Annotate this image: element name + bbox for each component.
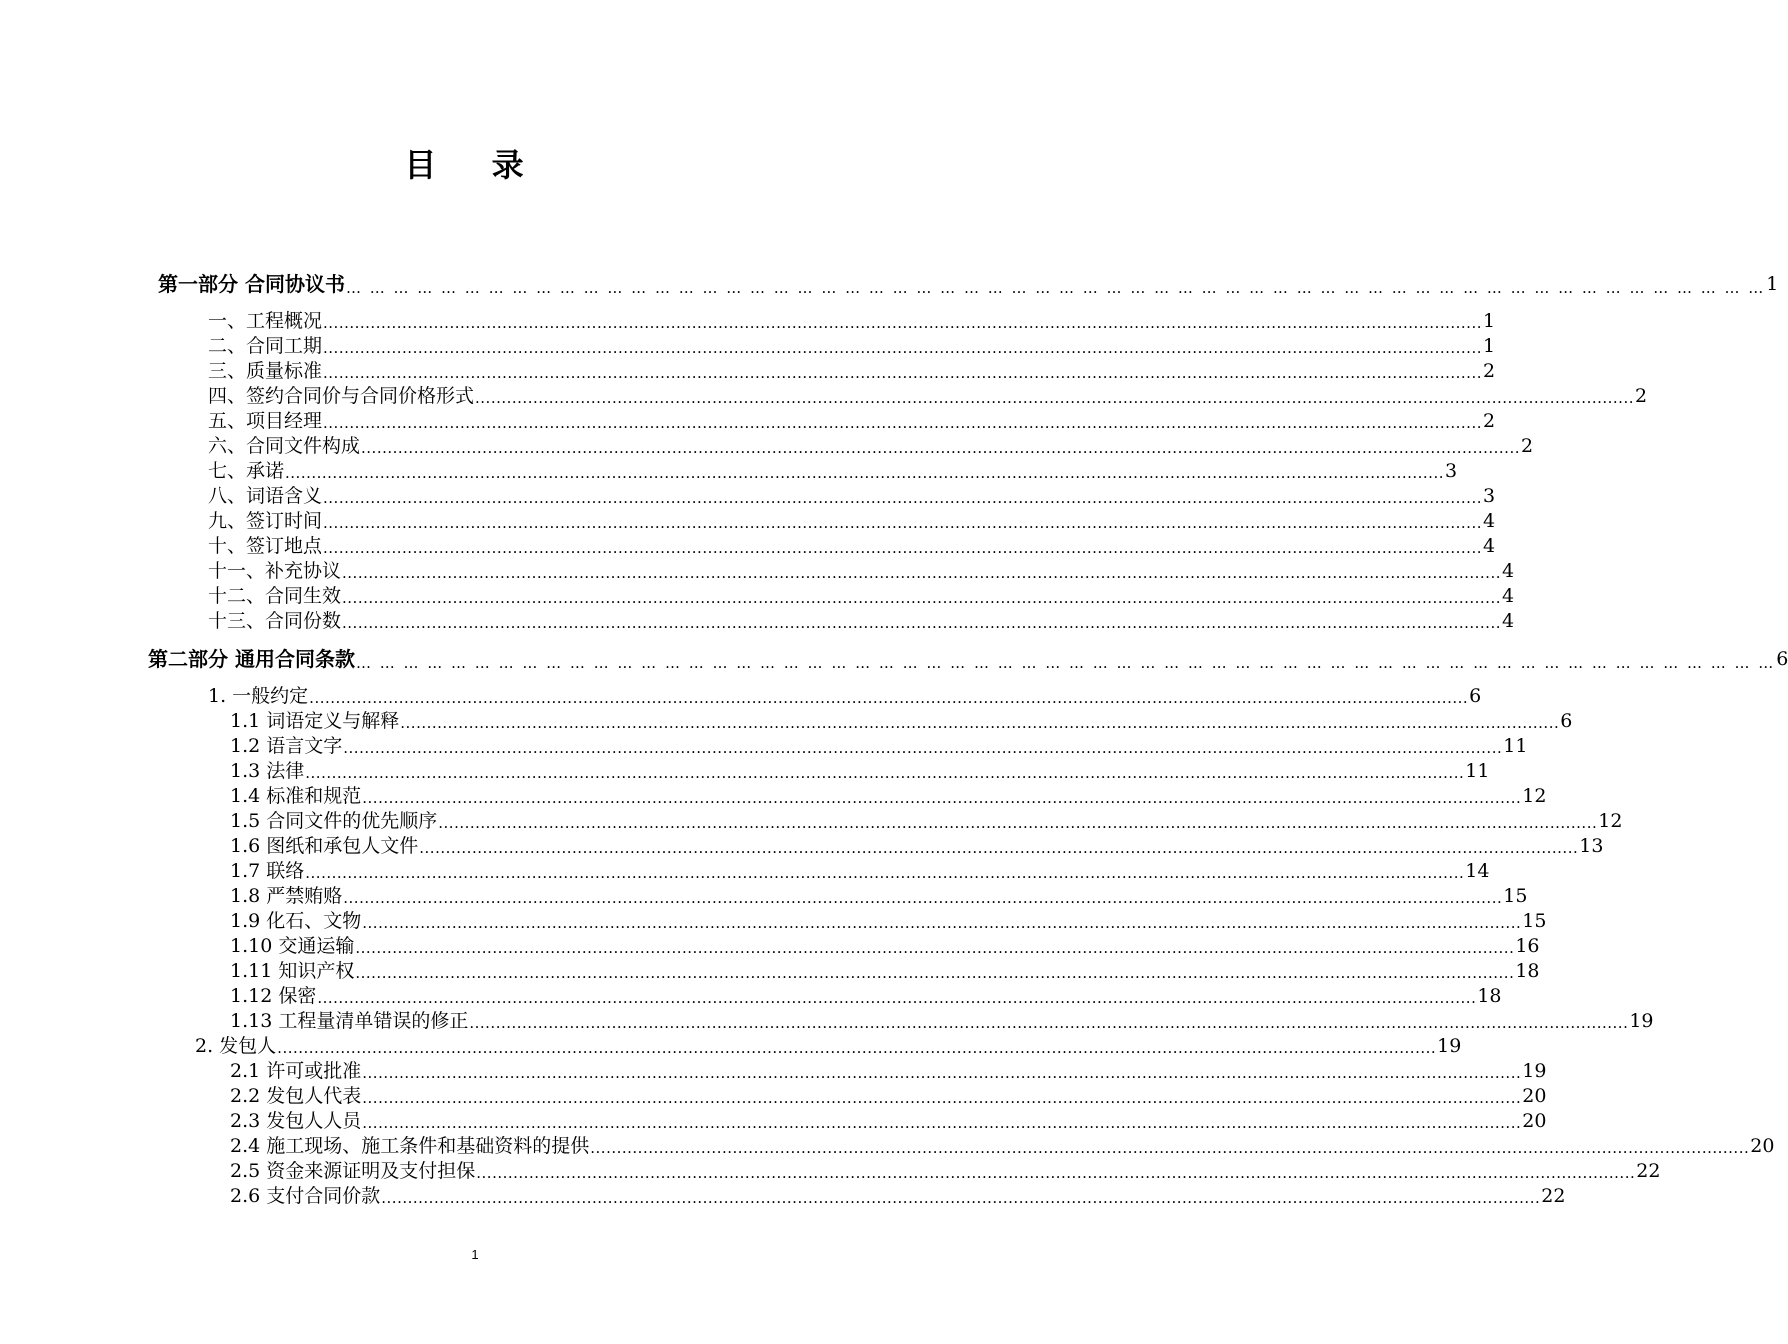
toc-leader-dots: ............................................................................................................................................................................................................................	[323, 364, 1482, 382]
toc-leader-dots: ............................................................................................................................................................................................................................	[475, 389, 1634, 407]
toc-leader-dots: ............................................................................................................................................................................................................................	[362, 1089, 1522, 1107]
toc-entry-page: 12	[1522, 785, 1547, 807]
toc-entry-page: 2	[1521, 435, 1534, 457]
toc-entry-label: 九、签订时间	[208, 510, 323, 532]
toc-entry-page: 20	[1750, 1135, 1775, 1157]
toc-entry-label: 1. 一般约定	[208, 685, 309, 707]
toc-entry[interactable]	[208, 359, 1496, 383]
toc-entry-label: 八、词语含义	[208, 485, 323, 507]
toc-entry-label: 1.5 合同文件的优先顺序	[230, 810, 438, 832]
toc-entry-page: 19	[1629, 1010, 1654, 1032]
toc-leader-dots: ............................................................................................................................................................................................................................	[323, 539, 1482, 557]
toc-entry[interactable]	[230, 984, 1502, 1008]
toc-entry-page: 18	[1515, 960, 1540, 982]
page-number: 1	[471, 1247, 479, 1262]
toc-leader-dots: … … … … … … … … … … … … … … … … … … … … … … … … … … … … … … … … … … … … … … … … … … … … … … … … … … … … … … … … … … … …	[345, 279, 1766, 297]
toc-leader-dots: ............................................................................................................................................................................................................................	[590, 1139, 1750, 1157]
toc-entry-page: 15	[1503, 885, 1528, 907]
toc-entry-label: 一、工程概况	[208, 310, 323, 332]
toc-entry[interactable]	[208, 684, 1482, 708]
toc-entry-page: 1	[1483, 335, 1496, 357]
toc-entry-page: 4	[1502, 560, 1515, 582]
toc-entry-page: 4	[1483, 510, 1496, 532]
toc-entry-page: 1	[1766, 273, 1779, 295]
toc-leader-dots: ............................................................................................................................................................................................................................	[381, 1189, 1541, 1207]
toc-entry[interactable]	[230, 809, 1623, 833]
toc-leader-dots: ............................................................................................................................................................................................................................	[362, 789, 1522, 807]
toc-entry[interactable]	[230, 884, 1528, 908]
toc-leader-dots: ............................................................................................................................................................................................................................	[362, 1114, 1522, 1132]
toc-entry-label: 1.10 交通运输	[230, 935, 355, 957]
toc-leader-dots: ............................................................................................................................................................................................................................	[342, 564, 1501, 582]
toc-leader-dots: … … … … … … … … … … … … … … … … … … … … … … … … … … … … … … … … … … … … … … … … … … … … … … … … … … … … … … … … … … … …	[355, 654, 1776, 672]
toc-entry-page: 19	[1522, 1060, 1547, 1082]
toc-entry[interactable]	[230, 709, 1573, 733]
toc-entry-label: 1.13 工程量清单错误的修正	[230, 1010, 469, 1032]
toc-entry[interactable]	[230, 1109, 1547, 1133]
toc-entry-label: 1.6 图纸和承包人文件	[230, 835, 419, 857]
toc-entry-page: 4	[1502, 610, 1515, 632]
page-title: 目 录	[404, 146, 546, 184]
toc-entry-page: 11	[1465, 760, 1490, 782]
toc-entry-label: 2.6 支付合同价款	[230, 1185, 381, 1207]
toc-entry-label: 1.12 保密	[230, 985, 317, 1007]
toc-entry-label: 1.8 严禁贿赂	[230, 885, 343, 907]
toc-entry-page: 2	[1635, 385, 1648, 407]
toc-entry-page: 6	[1560, 710, 1573, 732]
toc-leader-dots: ............................................................................................................................................................................................................................	[342, 614, 1501, 632]
toc-entry[interactable]	[208, 609, 1515, 633]
toc-entry[interactable]	[230, 1059, 1547, 1083]
toc-entry[interactable]	[230, 959, 1540, 983]
toc-entry-page: 1	[1483, 310, 1496, 332]
toc-entry-page: 20	[1522, 1085, 1547, 1107]
toc-entry-page: 18	[1477, 985, 1502, 1007]
toc-entry[interactable]	[230, 909, 1547, 933]
toc-entry-page: 11	[1503, 735, 1528, 757]
toc-leader-dots: ............................................................................................................................................................................................................................	[476, 1164, 1636, 1182]
toc-leader-dots: ............................................................................................................................................................................................................................	[343, 739, 1503, 757]
toc-entry[interactable]	[208, 434, 1534, 458]
toc-entry-label: 2. 发包人	[195, 1035, 277, 1057]
toc-leader-dots: ............................................................................................................................................................................................................................	[362, 1064, 1522, 1082]
toc-entry-page: 6	[1469, 685, 1482, 707]
toc-entry-page: 12	[1598, 810, 1623, 832]
toc-entry[interactable]	[208, 584, 1515, 608]
toc-entry[interactable]	[195, 1034, 1462, 1058]
toc-leader-dots: ............................................................................................................................................................................................................................	[323, 414, 1482, 432]
toc-entry-label: 1.4 标准和规范	[230, 785, 362, 807]
toc-entry-label: 十一、补充协议	[208, 560, 342, 582]
toc-entry-label: 十三、合同份数	[208, 610, 342, 632]
toc-leader-dots: ............................................................................................................................................................................................................................	[438, 814, 1598, 832]
toc-leader-dots: ............................................................................................................................................................................................................................	[305, 764, 1465, 782]
toc-leader-dots: ............................................................................................................................................................................................................................	[361, 439, 1520, 457]
toc-entry[interactable]	[230, 1159, 1661, 1183]
toc-entry-label: 1.9 化石、文物	[230, 910, 362, 932]
toc-leader-dots: ............................................................................................................................................................................................................................	[362, 914, 1522, 932]
toc-entry-page: 19	[1437, 1035, 1462, 1057]
toc-entry-label: 2.1 许可或批准	[230, 1060, 362, 1082]
toc-entry[interactable]	[208, 384, 1648, 408]
toc-entry-page: 16	[1515, 935, 1540, 957]
toc-entry-label: 1.11 知识产权	[230, 960, 355, 982]
toc-entry-label: 十、签订地点	[208, 535, 323, 557]
toc-entry-label: 1.7 联络	[230, 860, 305, 882]
toc-leader-dots: ............................................................................................................................................................................................................................	[342, 589, 1501, 607]
toc-leader-dots: ............................................................................................................................................................................................................................	[323, 339, 1482, 357]
toc-entry[interactable]	[208, 334, 1496, 358]
toc-entry-page: 13	[1579, 835, 1604, 857]
toc-leader-dots: ............................................................................................................................................................................................................................	[355, 964, 1515, 982]
toc-entry[interactable]	[208, 484, 1496, 508]
toc-leader-dots: ............................................................................................................................................................................................................................	[285, 464, 1444, 482]
toc-entry-label: 2.4 施工现场、施工条件和基础资料的提供	[230, 1135, 590, 1157]
toc-leader-dots: ............................................................................................................................................................................................................................	[343, 889, 1503, 907]
toc-entry[interactable]	[230, 1134, 1775, 1158]
toc-entry-page: 2	[1483, 410, 1496, 432]
toc-entry[interactable]	[208, 309, 1496, 333]
toc-entry-page: 3	[1483, 485, 1496, 507]
toc-leader-dots: ............................................................................................................................................................................................................................	[317, 989, 1477, 1007]
toc-part-entry[interactable]	[158, 270, 1779, 298]
toc-entry-page: 22	[1636, 1160, 1661, 1182]
toc-entry-page: 3	[1445, 460, 1458, 482]
toc-entry-page: 20	[1522, 1110, 1547, 1132]
toc-entry-label: 1.3 法律	[230, 760, 305, 782]
toc-entry[interactable]	[230, 859, 1490, 883]
toc-entry[interactable]	[208, 409, 1496, 433]
toc-leader-dots: ............................................................................................................................................................................................................................	[323, 489, 1482, 507]
toc-entry-label: 十二、合同生效	[208, 585, 342, 607]
toc-entry-label: 四、签约合同价与合同价格形式	[208, 385, 475, 407]
toc-leader-dots: ............................................................................................................................................................................................................................	[305, 864, 1465, 882]
toc-entry[interactable]	[230, 734, 1528, 758]
toc-entry[interactable]	[208, 509, 1496, 533]
toc-entry-page: 14	[1465, 860, 1490, 882]
toc-entry-label: 2.5 资金来源证明及支付担保	[230, 1160, 476, 1182]
toc-leader-dots: ............................................................................................................................................................................................................................	[400, 714, 1560, 732]
toc-entry[interactable]	[230, 934, 1540, 958]
toc-leader-dots: ............................................................................................................................................................................................................................	[419, 839, 1579, 857]
toc-entry-label: 六、合同文件构成	[208, 435, 361, 457]
toc-entry-label: 五、项目经理	[208, 410, 323, 432]
toc-leader-dots: ............................................................................................................................................................................................................................	[323, 514, 1482, 532]
toc-entry-page: 4	[1502, 585, 1515, 607]
toc-entry[interactable]	[208, 534, 1496, 558]
toc-entry[interactable]	[230, 759, 1490, 783]
toc-entry[interactable]	[230, 784, 1547, 808]
toc-entry[interactable]	[230, 834, 1604, 858]
toc-entry-label: 第一部分 合同协议书	[158, 272, 345, 296]
toc-entry-label: 三、质量标准	[208, 360, 323, 382]
toc-part-entry[interactable]	[148, 645, 1788, 673]
toc-leader-dots: ............................................................................................................................................................................................................................	[323, 314, 1482, 332]
toc-entry-page: 4	[1483, 535, 1496, 557]
toc-entry-page: 6	[1776, 648, 1788, 670]
toc-entry-page: 2	[1483, 360, 1496, 382]
toc-entry-label: 2.3 发包人人员	[230, 1110, 362, 1132]
toc-leader-dots: ............................................................................................................................................................................................................................	[355, 939, 1515, 957]
toc-entry[interactable]	[208, 459, 1458, 483]
toc-leader-dots: ............................................................................................................................................................................................................................	[309, 689, 1469, 707]
toc-entry-label: 1.1 词语定义与解释	[230, 710, 400, 732]
toc-entry-label: 2.2 发包人代表	[230, 1085, 362, 1107]
toc-entry-label: 1.2 语言文字	[230, 735, 343, 757]
toc-entry-page: 22	[1541, 1185, 1566, 1207]
toc-entry[interactable]	[230, 1184, 1566, 1208]
toc-leader-dots: ............................................................................................................................................................................................................................	[277, 1039, 1437, 1057]
toc-entry-label: 第二部分 通用合同条款	[148, 647, 355, 671]
toc-entry[interactable]	[208, 559, 1515, 583]
toc-entry-label: 七、承诺	[208, 460, 285, 482]
toc-entry-page: 15	[1522, 910, 1547, 932]
toc-entry[interactable]	[230, 1084, 1547, 1108]
toc-leader-dots: ............................................................................................................................................................................................................................	[469, 1014, 1629, 1032]
toc-entry-label: 二、合同工期	[208, 335, 323, 357]
toc-entry[interactable]	[230, 1009, 1654, 1033]
